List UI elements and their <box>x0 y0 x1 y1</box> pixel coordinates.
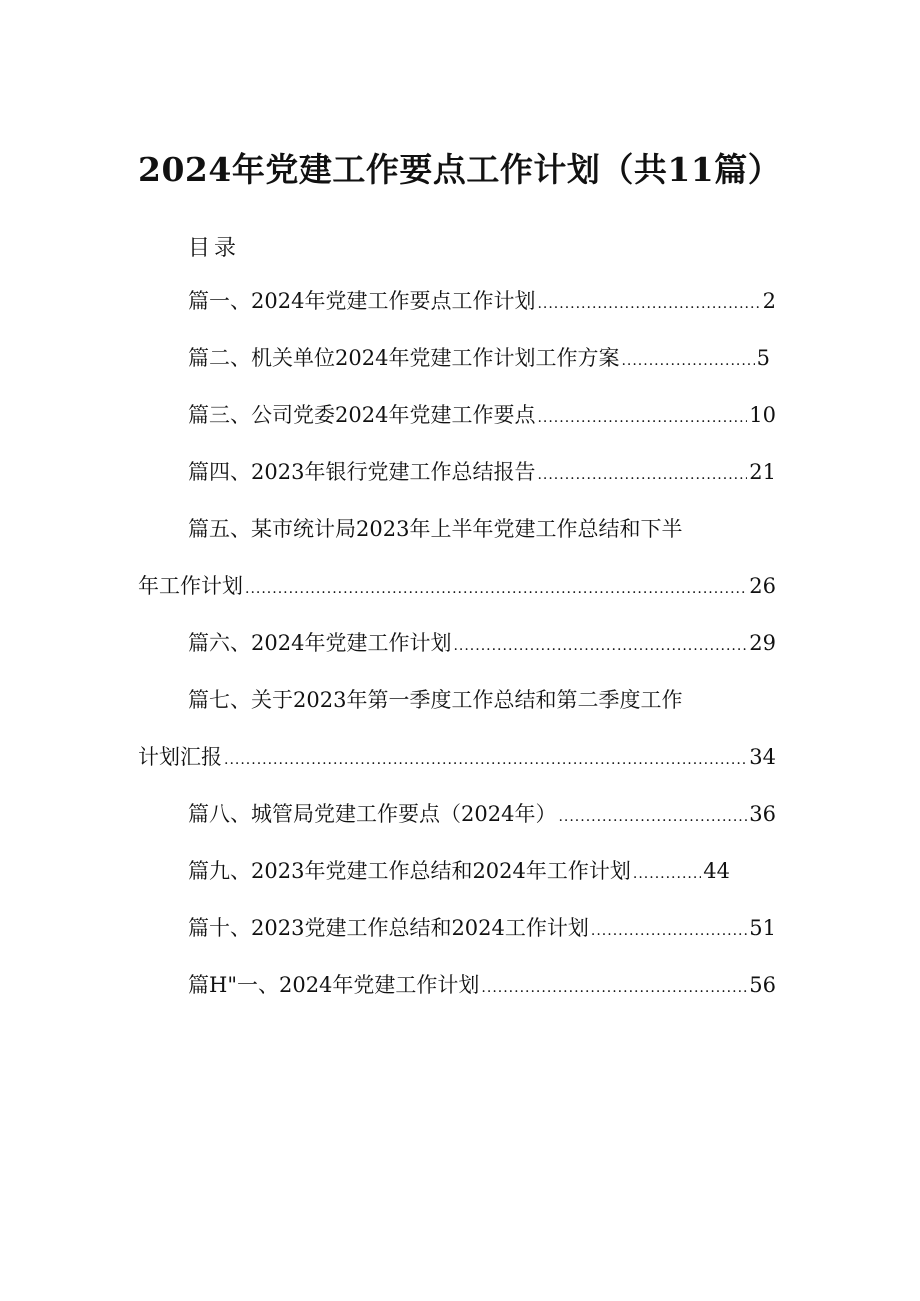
toc-page-number: 26 <box>749 574 776 598</box>
toc-entry[interactable] <box>188 399 776 434</box>
toc-entry-title: 篇六、2024年党建工作计划 <box>188 631 452 655</box>
toc-entry-title: 篇三、公司党委2024年党建工作要点 <box>188 403 536 427</box>
toc-dot-leader <box>537 402 747 434</box>
toc-dot-leader <box>621 345 754 377</box>
toc-entry-title: 篇四、2023年银行党建工作总结报告 <box>188 460 536 484</box>
toc-entry[interactable] <box>188 912 776 947</box>
toc-dot-leader <box>537 288 760 320</box>
toc-dot-leader <box>558 801 747 833</box>
toc-entry-first-line[interactable]: 篇七、关于2023年第一季度工作总结和第二季度工作 <box>188 688 683 712</box>
toc-entry-title: 篇八、城管局党建工作要点（2024年） <box>188 802 557 826</box>
toc-entry-title: 篇十、2023党建工作总结和2024工作计划 <box>188 916 589 940</box>
toc-entry[interactable] <box>188 456 776 491</box>
toc-entry-title: 篇一、2024年党建工作要点工作计划 <box>188 289 536 313</box>
toc-entry[interactable] <box>188 798 776 833</box>
toc-page-number: 56 <box>749 973 776 997</box>
toc-entry-title: 年工作计划 <box>138 574 243 598</box>
toc-entry[interactable] <box>188 855 730 890</box>
page-title: 2024年党建工作要点工作计划（共11篇） <box>138 150 782 189</box>
toc-dot-leader <box>481 972 747 1004</box>
toc-dot-leader <box>633 858 701 890</box>
toc-entry-title: 篇二、机关单位2024年党建工作计划工作方案 <box>188 346 620 370</box>
toc-page-number: 44 <box>703 859 730 883</box>
toc-page-number: 29 <box>749 631 776 655</box>
toc-entry[interactable] <box>138 741 776 776</box>
toc-dot-leader <box>245 573 747 605</box>
toc-page-number: 21 <box>749 460 776 484</box>
toc-entry[interactable] <box>138 570 776 605</box>
toc-entry[interactable] <box>188 627 776 662</box>
toc-entry-first-line[interactable]: 篇五、某市统计局2023年上半年党建工作总结和下半 <box>188 517 683 541</box>
toc-dot-leader <box>537 459 747 491</box>
toc-page-number: 2 <box>762 289 776 313</box>
toc-entry[interactable] <box>188 342 770 377</box>
toc-dot-leader <box>224 744 747 776</box>
toc-entry-title: 计划汇报 <box>138 745 222 769</box>
toc-page-number: 36 <box>749 802 776 826</box>
toc-dot-leader <box>453 630 747 662</box>
toc-page-number: 51 <box>749 916 776 940</box>
toc-entry-title: 篇H"一、2024年党建工作计划 <box>188 973 480 997</box>
toc-page-number: 10 <box>749 403 776 427</box>
toc-page-number: 34 <box>749 745 776 769</box>
toc-heading: 目录 <box>188 236 241 261</box>
toc-entry-title: 篇九、2023年党建工作总结和2024年工作计划 <box>188 859 631 883</box>
toc-dot-leader <box>591 915 747 947</box>
toc-entry[interactable] <box>188 969 776 1004</box>
toc-page-number: 5 <box>756 346 770 370</box>
toc-entry[interactable] <box>188 285 776 320</box>
